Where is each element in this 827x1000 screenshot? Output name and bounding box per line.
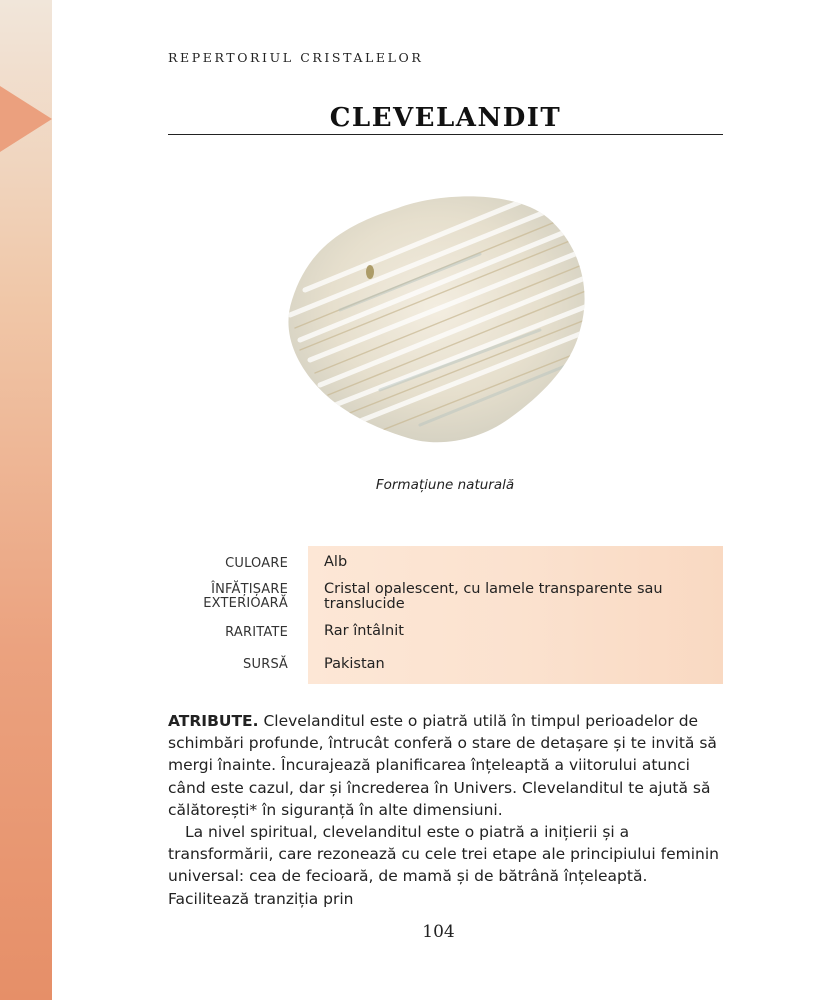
property-value-rarity: Rar întâlnit	[324, 623, 404, 639]
clevelandite-crystal-image	[280, 190, 600, 455]
page-number: 104	[422, 922, 455, 942]
lead-heading: ATRIBUTE.	[168, 712, 259, 730]
property-label-source: SURSĂ	[243, 657, 288, 672]
property-label-appearance: ÎNFĂȚIȘARE EXTERIOARĂ	[203, 582, 288, 611]
property-value-color: Alb	[324, 554, 348, 570]
body-text	[168, 710, 723, 910]
title-rule	[168, 134, 723, 135]
property-label-color: CULOARE	[225, 556, 288, 571]
property-value-source: Pakistan	[324, 656, 385, 672]
running-head: REPERTORIUL CRISTALELOR	[168, 50, 424, 65]
section-tab-marker	[0, 86, 52, 152]
crystal-body	[288, 196, 584, 442]
page-title: CLEVELANDIT	[329, 103, 562, 133]
image-caption: Formațiune naturală	[375, 477, 515, 493]
property-value-appearance: Cristal opalescent, cu lamele transparente sau translucide	[324, 581, 663, 612]
paragraph-attributes	[168, 710, 723, 821]
property-label-rarity: RARITATE	[225, 625, 288, 640]
paragraph-1-text: Clevelanditul este o piatră utilă în timpul perioadelor de schimbări profunde, întrucât conferă o stare de detașare și te invită să mergi înainte. Încurajează planificarea înțeleaptă a viitorului atunci când este cazul, dar și încrederea în Univers. Clevelanditul te ajută să călătorești* în siguranță în alte dimensiuni.	[168, 712, 717, 819]
paragraph-2: La nivel spiritual, clevelanditul este o piatră a inițierii și a transformării, care rezonează cu cele trei etape ale principiului feminin universal: cea de fecioară, de mamă și de bătrână înțeleaptă. Facilitează tranziția prin	[168, 823, 719, 908]
